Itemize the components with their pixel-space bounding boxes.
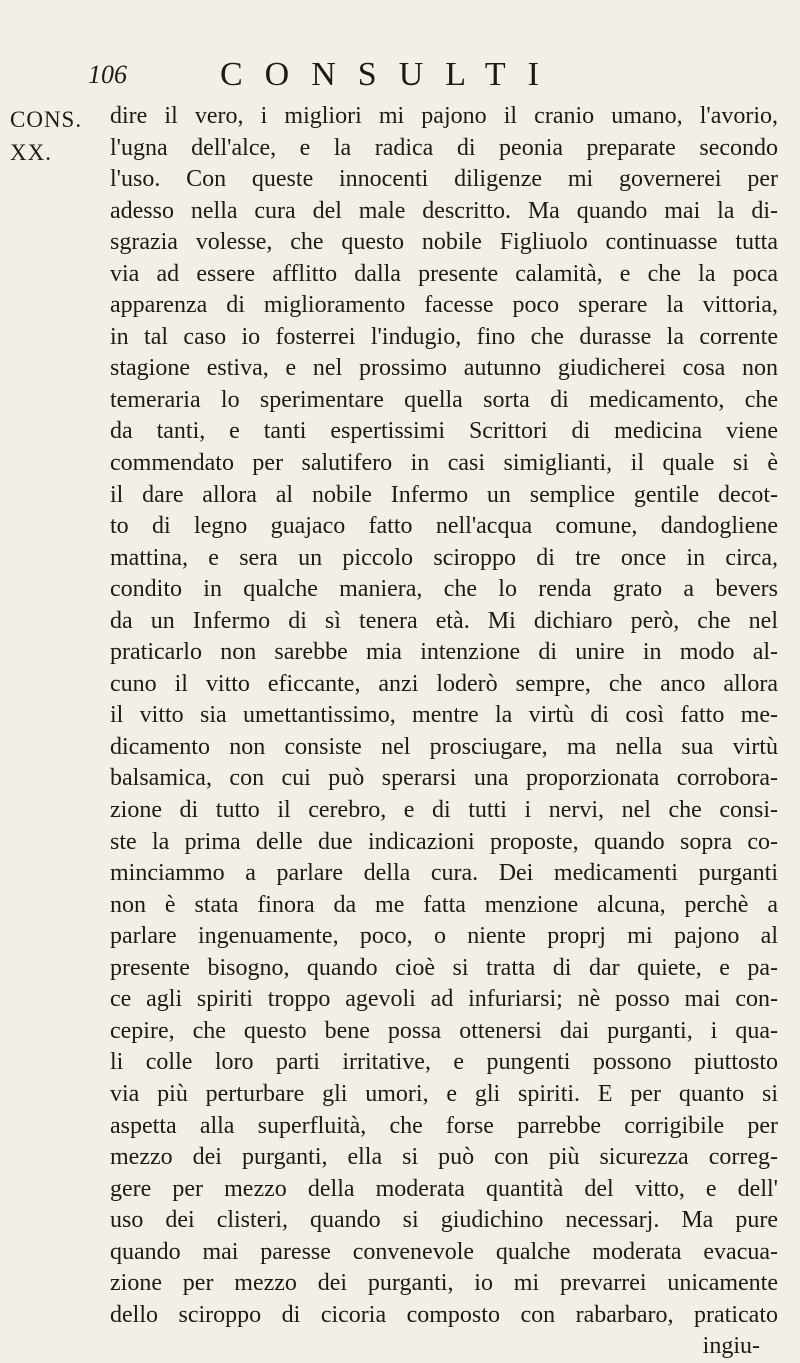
- margin-note: [10, 103, 100, 169]
- text-line: stagione estiva, e nel prossimo autunno giudicherei cosa non: [110, 355, 778, 382]
- text-line: adesso nella cura del male descritto. Ma quando mai la di-: [110, 197, 778, 224]
- text-line: praticarlo non sarebbe mia intenzione di unire in modo al-: [110, 639, 778, 666]
- text-line: condito in qualche maniera, che lo renda grato a bevers: [110, 576, 778, 603]
- text-line: in tal caso io fosterrei l'indugio, fino che durasse la corrente: [110, 323, 778, 350]
- text-line: zione per mezzo dei purganti, io mi prevarrei unicamente: [110, 1270, 778, 1297]
- text-line: aspetta alla superfluità, che forse parrebbe corrigibile per: [110, 1112, 778, 1139]
- text-line: cepire, che questo bene possa ottenersi dai purganti, i qua-: [110, 1017, 778, 1044]
- running-title: CONSULTI: [220, 56, 561, 93]
- text-line: sgrazia volesse, che questo nobile Figliuolo continuasse tutta: [110, 229, 778, 256]
- text-line: da un Infermo di sì tenera età. Mi dichiaro però, che nel: [110, 607, 778, 634]
- text-line: ste la prima delle due indicazioni proposte, quando sopra co-: [110, 828, 778, 855]
- text-line: apparenza di miglioramento facesse poco sperare la vittoria,: [110, 292, 778, 319]
- text-line: dello sciroppo di cicoria composto con rabarbaro, praticato: [110, 1301, 778, 1328]
- text-line: uso dei clisteri, quando si giudichino necessarj. Ma pure: [110, 1207, 778, 1234]
- text-line: balsamica, con cui può sperarsi una proporzionata corrobora-: [110, 765, 778, 792]
- text-line: temeraria lo sperimentare quella sorta di medicamento, che: [110, 386, 778, 413]
- margin-note-line: XX.: [10, 140, 52, 165]
- text-line: l'uso. Con queste innocenti diligenze mi governerei per: [110, 166, 778, 193]
- text-line: via più perturbare gli umori, e gli spiriti. E per quanto si: [110, 1080, 778, 1107]
- text-line: il dare allora al nobile Infermo un semplice gentile decot-: [110, 481, 778, 508]
- text-line: il vitto sia umettantissimo, mentre la virtù di così fatto me-: [110, 702, 778, 729]
- text-line: mattina, e sera un piccolo sciroppo di tre once in circa,: [110, 544, 778, 571]
- text-line: dicamento non consiste nel prosciugare, ma nella sua virtù: [110, 733, 778, 760]
- text-line: via ad essere afflitto dalla presente calamità, e che la poca: [110, 260, 778, 287]
- text-line: l'ugna dell'alce, e la radica di peonia preparate secondo: [110, 134, 778, 161]
- text-line: quando mai paresse convenevole qualche moderata evacua-: [110, 1238, 778, 1265]
- text-line: commendato per salutifero in casi simiglianti, il quale si è: [110, 450, 778, 477]
- text-line: parlare ingenuamente, poco, o niente proprj mi pajono al: [110, 923, 778, 950]
- text-line: zione di tutto il cerebro, e di tutti i nervi, nel che consi-: [110, 797, 778, 824]
- text-line: mezzo dei purganti, ella si può con più sicurezza correg-: [110, 1144, 778, 1171]
- margin-note-line: CONS.: [10, 107, 83, 132]
- text-line: ce agli spiriti troppo agevoli ad infuriarsi; nè posso mai con-: [110, 986, 778, 1013]
- body-text: [110, 101, 778, 1363]
- text-line: da tanti, e tanti espertissimi Scrittori di medicina viene: [110, 418, 778, 445]
- text-line: dire il vero, i migliori mi pajono il cranio umano, l'avorio,: [110, 103, 778, 129]
- text-line: li colle loro parti irritative, e pungenti possono piuttosto: [110, 1049, 778, 1076]
- text-line: ingiu-: [702, 1333, 760, 1360]
- page-number: 106: [88, 60, 127, 89]
- text-line: gere per mezzo della moderata quantità del vitto, e dell': [110, 1175, 778, 1202]
- text-line: presente bisogno, quando cioè si tratta di dar quiete, e pa-: [110, 954, 778, 981]
- text-line: to di legno guajaco fatto nell'acqua comune, dandogliene: [110, 513, 778, 540]
- text-line: non è stata finora da me fatta menzione alcuna, perchè a: [110, 891, 778, 918]
- text-line: minciammo a parlare della cura. Dei medicamenti purganti: [110, 860, 778, 887]
- text-line: cuno il vitto eficcante, anzi loderò sempre, che anco allora: [110, 670, 778, 697]
